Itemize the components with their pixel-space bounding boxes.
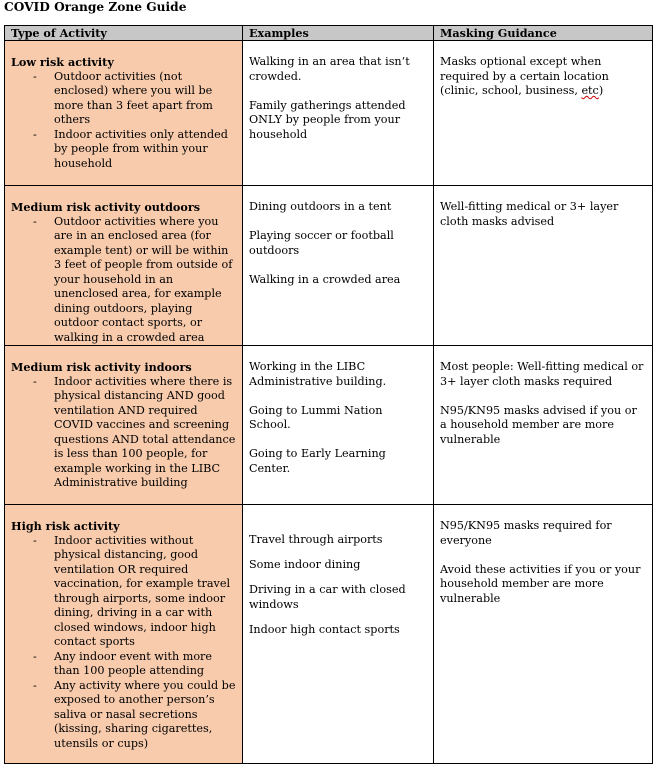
document-title: COVID Orange Zone Guide bbox=[4, 0, 187, 14]
activity-cell bbox=[5, 346, 243, 505]
list-item: - Outdoor activities where you are in an enclosed area (for example tent) or will be within 3 feet of people from outside of your household in an unenclosed area, for example dining outdoors, playing outdoor contact sports, or walking in a crowded area bbox=[33, 214, 233, 344]
example-text: Travel through airports bbox=[249, 533, 383, 546]
activity-cell bbox=[5, 186, 243, 346]
list-item: - Any activity where you could be exposed to another person’s saliva or nasal secretions (kissing, sharing cigarettes, utensils or cups) bbox=[33, 678, 236, 750]
example-text: Indoor high contact sports bbox=[249, 622, 400, 636]
spellcheck-underlined-word: etc bbox=[581, 84, 599, 97]
activity-item-text: Any activity where you could be exposed to another person’s saliva or nasal secretions (kissing, sharing cigarettes, utensils or cups) bbox=[54, 678, 236, 750]
activity-item-text: Outdoor activities (not enclosed) where you will be more than 3 feet apart from others bbox=[54, 69, 213, 126]
masking-cell bbox=[434, 505, 653, 764]
activity-list bbox=[11, 215, 236, 346]
table-row bbox=[5, 346, 653, 505]
table-row bbox=[5, 186, 653, 346]
masking-cell bbox=[434, 41, 653, 186]
masking-text: Well-fitting medical or 3+ layer cloth masks advised bbox=[440, 200, 619, 228]
examples-cell bbox=[243, 186, 434, 346]
activity-list bbox=[11, 70, 236, 172]
masking-text: N95/KN95 masks required for everyone bbox=[440, 519, 612, 547]
example-text: Family gatherings attended ONLY by people from your household bbox=[249, 98, 406, 141]
list-item: - Indoor activities only attended by people from within your household bbox=[33, 127, 228, 170]
table-row bbox=[5, 505, 653, 764]
example-text: Walking in an area that isn’t crowded. bbox=[249, 55, 410, 83]
activity-list bbox=[11, 375, 236, 491]
list-item: - Any indoor event with more than 100 people attending bbox=[33, 649, 213, 677]
header-type-of-activity: Type of Activity bbox=[5, 26, 243, 41]
header-examples: Examples bbox=[243, 26, 434, 41]
activity-title: High risk activity bbox=[11, 519, 120, 533]
activity-cell bbox=[5, 505, 243, 764]
masking-text: Avoid these activities if you or your household member are more vulnerable bbox=[440, 562, 641, 605]
activity-item-text: Outdoor activities where you are in an enclosed area (for example tent) or will be within 3 feet of people from outside of your household in an unenclosed area, for example dining outdoors, playing outdoor contact sports, or walking in a crowded area bbox=[54, 214, 233, 344]
activity-title: Medium risk activity outdoors bbox=[11, 200, 201, 214]
activity-cell bbox=[5, 41, 243, 186]
masking-cell bbox=[434, 186, 653, 346]
activity-item-text: Any indoor event with more than 100 people attending bbox=[54, 649, 213, 677]
table-header-row bbox=[5, 26, 653, 41]
masking-cell bbox=[434, 346, 653, 505]
activity-list bbox=[11, 534, 236, 752]
activity-item-text: Indoor activities where there is physical distancing AND good ventilation AND required COVID vaccines and screening questions AND total attendance is less than 100 people, for example working in the LIBC Administrative building bbox=[54, 374, 236, 489]
list-item: - Indoor activities without physical distancing, good ventilation OR required vaccination, for example travel through airports, some indoor dining, driving in a car with closed windows, indoor high contact sports bbox=[33, 533, 231, 648]
list-item: - Outdoor activities (not enclosed) where you will be more than 3 feet apart from others bbox=[33, 69, 213, 126]
example-text: Some indoor dining bbox=[249, 558, 361, 571]
table-row bbox=[5, 41, 653, 186]
example-text: Playing soccer or football outdoors bbox=[249, 229, 394, 257]
example-text: Dining outdoors in a tent bbox=[249, 200, 392, 213]
examples-cell bbox=[243, 41, 434, 186]
example-text: Working in the LIBC Administrative building. bbox=[249, 360, 387, 388]
header-masking-guidance: Masking Guidance bbox=[434, 26, 653, 41]
activity-title: Medium risk activity indoors bbox=[11, 360, 192, 374]
activity-title: Low risk activity bbox=[11, 55, 114, 69]
list-item: - Indoor activities where there is physical distancing AND good ventilation AND required COVID vaccines and screening questions AND total attendance is less than 100 people, for example working in the LIBC Administrative building bbox=[33, 374, 236, 489]
example-text: Driving in a car with closed windows bbox=[249, 583, 406, 611]
example-text: Going to Lummi Nation School. bbox=[249, 403, 383, 431]
example-text: Walking in a crowded area bbox=[249, 272, 401, 286]
masking-text: N95/KN95 masks advised if you or a household member are more vulnerable bbox=[440, 403, 637, 446]
orange-zone-table bbox=[4, 25, 653, 764]
activity-item-text: Indoor activities without physical distancing, good ventilation OR required vaccination, for example travel through airports, some indoor dining, driving in a car with closed windows, indoor high contact sports bbox=[54, 533, 231, 648]
masking-text: Most people: Well-fitting medical or 3+ layer cloth masks required bbox=[440, 360, 644, 388]
example-text: Going to Early Learning Center. bbox=[249, 447, 386, 475]
masking-text: Masks optional except when required by a certain location (clinic, school, business, etc) bbox=[440, 55, 609, 97]
examples-cell bbox=[243, 505, 434, 764]
activity-item-text: Indoor activities only attended by people from within your household bbox=[54, 127, 228, 170]
examples-cell bbox=[243, 346, 434, 505]
